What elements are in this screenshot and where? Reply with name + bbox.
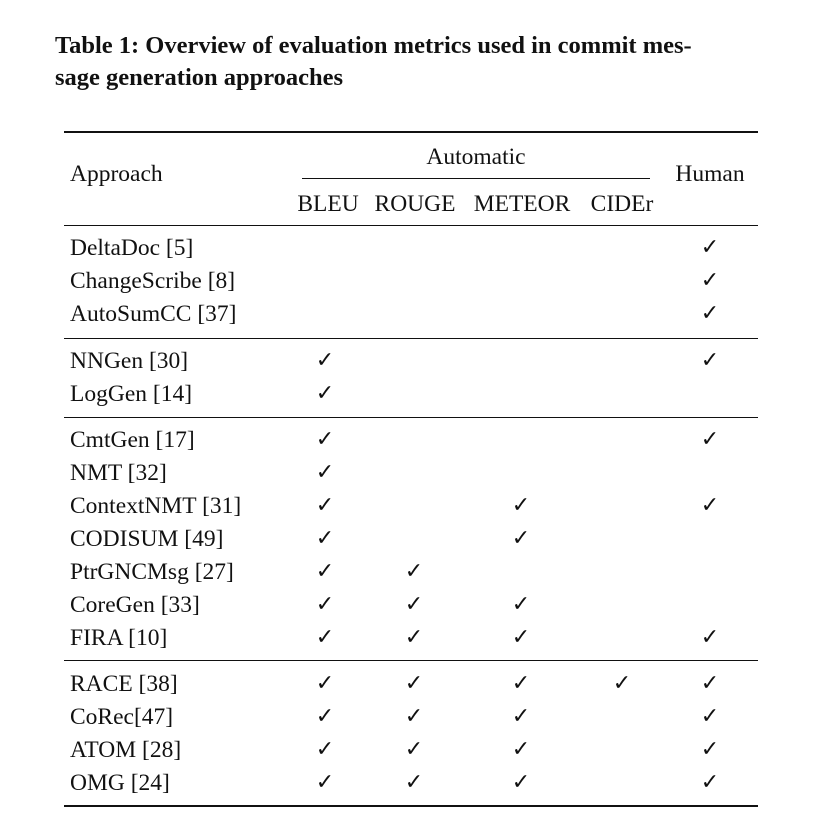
- header-rule: [64, 225, 758, 226]
- check-icon-rouge: ✓: [404, 704, 424, 729]
- check-icon-meteor: ✓: [511, 737, 531, 762]
- check-icon-human: ✓: [700, 671, 720, 696]
- group-rule-1: [64, 338, 758, 339]
- group-rule-2: [64, 417, 758, 418]
- check-icon-bleu: ✓: [315, 671, 335, 696]
- check-icon-bleu: ✓: [315, 381, 335, 406]
- check-icon-human: ✓: [700, 301, 720, 326]
- row-approach-name: CmtGen [17]: [70, 427, 195, 453]
- group-rule-3: [64, 660, 758, 661]
- top-rule: [64, 131, 758, 133]
- check-icon-meteor: ✓: [511, 493, 531, 518]
- row-approach-name: CODISUM [49]: [70, 526, 224, 552]
- row-approach-name: NMT [32]: [70, 460, 167, 486]
- row-approach-name: ATOM [28]: [70, 737, 182, 763]
- header-metric-bleu: BLEU: [297, 191, 359, 217]
- check-icon-human: ✓: [700, 493, 720, 518]
- row-approach-name: PtrGNCMsg [27]: [70, 559, 234, 585]
- check-icon-human: ✓: [700, 268, 720, 293]
- automatic-cmidrule: [302, 178, 650, 179]
- row-approach-name: FIRA [10]: [70, 625, 168, 651]
- row-approach-name: ChangeScribe [8]: [70, 268, 236, 294]
- row-approach-name: LogGen [14]: [70, 381, 193, 407]
- row-approach-name: CoreGen [33]: [70, 592, 200, 618]
- row-approach-name: CoRec[47]: [70, 704, 174, 730]
- check-icon-rouge: ✓: [404, 592, 424, 617]
- check-icon-human: ✓: [700, 770, 720, 795]
- caption-line-1: Table 1: Overview of evaluation metrics used in commit mes-: [55, 32, 692, 59]
- row-approach-name: AutoSumCC [37]: [70, 301, 237, 327]
- check-icon-bleu: ✓: [315, 770, 335, 795]
- check-icon-human: ✓: [700, 737, 720, 762]
- row-approach-name: RACE [38]: [70, 671, 178, 697]
- check-icon-bleu: ✓: [315, 460, 335, 485]
- check-icon-rouge: ✓: [404, 671, 424, 696]
- check-icon-meteor: ✓: [511, 671, 531, 696]
- header-approach: Approach: [70, 161, 163, 187]
- check-icon-bleu: ✓: [315, 559, 335, 584]
- check-icon-human: ✓: [700, 235, 720, 260]
- caption-line-2: sage generation approaches: [55, 64, 344, 91]
- check-icon-bleu: ✓: [315, 625, 335, 650]
- check-icon-bleu: ✓: [315, 348, 335, 373]
- check-icon-bleu: ✓: [315, 526, 335, 551]
- header-metric-rouge: ROUGE: [374, 191, 456, 217]
- check-icon-bleu: ✓: [315, 704, 335, 729]
- check-icon-meteor: ✓: [511, 625, 531, 650]
- check-icon-rouge: ✓: [404, 559, 424, 584]
- check-icon-human: ✓: [700, 427, 720, 452]
- check-icon-bleu: ✓: [315, 427, 335, 452]
- header-human: Human: [675, 161, 745, 187]
- check-icon-meteor: ✓: [511, 770, 531, 795]
- header-automatic: Automatic: [426, 144, 526, 170]
- check-icon-meteor: ✓: [511, 704, 531, 729]
- header-metric-cider: CIDEr: [590, 191, 654, 217]
- bottom-rule: [64, 805, 758, 807]
- check-icon-bleu: ✓: [315, 737, 335, 762]
- row-approach-name: NNGen [30]: [70, 348, 189, 374]
- table-caption: [55, 30, 785, 94]
- row-approach-name: ContextNMT [31]: [70, 493, 242, 519]
- check-icon-human: ✓: [700, 704, 720, 729]
- check-icon-meteor: ✓: [511, 526, 531, 551]
- check-icon-cider: ✓: [612, 671, 632, 696]
- check-icon-bleu: ✓: [315, 493, 335, 518]
- row-approach-name: OMG [24]: [70, 770, 170, 796]
- check-icon-rouge: ✓: [404, 625, 424, 650]
- check-icon-bleu: ✓: [315, 592, 335, 617]
- check-icon-rouge: ✓: [404, 770, 424, 795]
- check-icon-meteor: ✓: [511, 592, 531, 617]
- check-icon-rouge: ✓: [404, 737, 424, 762]
- row-approach-name: DeltaDoc [5]: [70, 235, 194, 261]
- check-icon-human: ✓: [700, 348, 720, 373]
- header-metric-meteor: METEOR: [473, 191, 571, 217]
- check-icon-human: ✓: [700, 625, 720, 650]
